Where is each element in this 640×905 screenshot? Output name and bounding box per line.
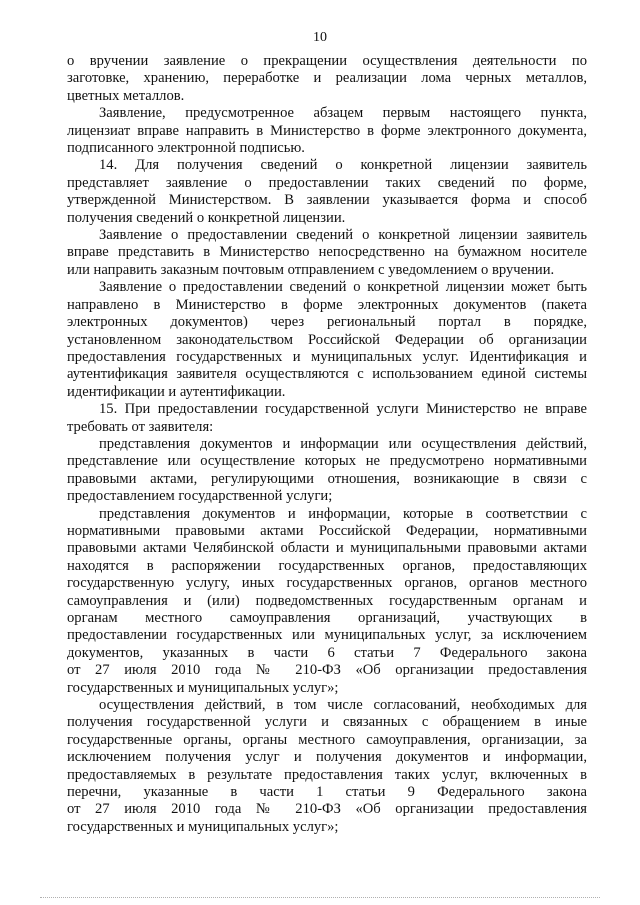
text-line: представление или осуществление которых не предусмотрено нормативными <box>67 453 587 470</box>
text-line: самоуправления и (или) подведомственных государственным органам и <box>67 592 587 609</box>
text-line: 14. Для получения сведений о конкретной лицензии заявитель <box>99 157 587 174</box>
text-line: Заявление о предоставлении сведений о конкретной лицензии может быть <box>99 279 587 296</box>
text-line: лицензиат вправе направить в Министерство в форме электронного документа, <box>67 122 587 139</box>
page-bottom-rule <box>40 897 600 898</box>
text-line: представления документов и информации, которые в соответствии с <box>99 505 587 522</box>
text-line: подписанного электронной подписью. <box>67 140 305 157</box>
text-line: установленном законодательством Российской Федерации об организации <box>67 331 587 348</box>
text-line: исключением получения услуг и получения документов и информации, <box>67 749 587 766</box>
text-line: Заявление о предоставлении сведений о конкретной лицензии заявитель <box>99 227 587 244</box>
text-line: 15. При предоставлении государственной услуги Министерство не вправе <box>99 401 587 418</box>
text-line: правовыми актами, регулирующими отношения, возникающие в связи с <box>67 470 587 487</box>
text-line: предоставления государственных и муниципальных услуг. Идентификация и <box>67 348 587 365</box>
text-line: требовать от заявителя: <box>67 418 214 435</box>
text-line: нормативными правовыми актами Российской Федерации, нормативными <box>67 522 587 539</box>
text-line: осуществления действий, в том числе согласований, необходимых для <box>99 697 587 714</box>
text-line: правовыми актами Челябинской области и муниципальными правовыми актами <box>67 540 587 557</box>
text-line: предоставляемых в результате предоставления таких услуг, включенных в <box>67 766 587 783</box>
text-line: перечни, указанные в части 1 статьи 9 Федерального закона <box>67 784 587 801</box>
page-number: 10 <box>313 30 327 45</box>
text-line: находятся в распоряжении государственных органов, предоставляющих <box>67 557 587 574</box>
text-line: аутентификация заявителя осуществляются с использованием единой системы <box>67 366 587 383</box>
text-line: Заявление, предусмотренное абзацем первым настоящего пункта, <box>99 105 587 122</box>
text-line: цветных металлов. <box>67 87 185 104</box>
text-line: документов, указанных в части 6 статьи 7 Федерального закона <box>67 644 587 661</box>
text-line: государственных и муниципальных услуг»; <box>67 679 339 696</box>
text-line: о вручении заявление о прекращении осуществления деятельности по <box>67 53 587 69</box>
document-body <box>67 53 587 836</box>
text-line: электронных документов) через региональный портал в порядке, <box>67 314 587 331</box>
text-line: от 27 июля 2010 года № 210-ФЗ «Об организации предоставления <box>67 662 587 679</box>
text-line: или направить заказным почтовым отправлением с уведомлением о вручении. <box>67 261 555 278</box>
text-line: предоставлении государственных или муниципальных услуг, за исключением <box>67 627 587 644</box>
text-line: утвержденной Министерством. В заявлении указывается форма и способ <box>67 192 587 209</box>
text-line: органам местного самоуправления организаций, участвующих в <box>67 610 587 626</box>
text-line: идентификации и аутентификации. <box>67 383 286 400</box>
text-line: предоставлением государственной услуги; <box>67 488 333 505</box>
text-line: представления документов и информации или осуществления действий, <box>99 435 587 452</box>
text-line: государственные органы, органы местного самоуправления, организации, за <box>67 731 587 748</box>
text-line: государственную услугу, иных государственных органов, органов местного <box>67 575 587 592</box>
text-line: государственных и муниципальных услуг»; <box>67 818 339 835</box>
text-line: заготовке, хранению, переработке и реализации лома черных металлов, <box>67 70 587 87</box>
text-line: получения государственной услуги и связанных с обращением в иные <box>67 714 587 731</box>
text-line: направлено в Министерство в форме электронных документов (пакета <box>67 296 587 313</box>
text-line: вправе представить в Министерство непосредственно на бумажном носителе <box>67 244 587 261</box>
text-line: представляет заявление о предоставлении таких сведений по форме, <box>67 174 587 191</box>
text-line: получения сведений о конкретной лицензии. <box>67 209 346 226</box>
text-line: от 27 июля 2010 года № 210-ФЗ «Об организации предоставления <box>67 801 587 818</box>
